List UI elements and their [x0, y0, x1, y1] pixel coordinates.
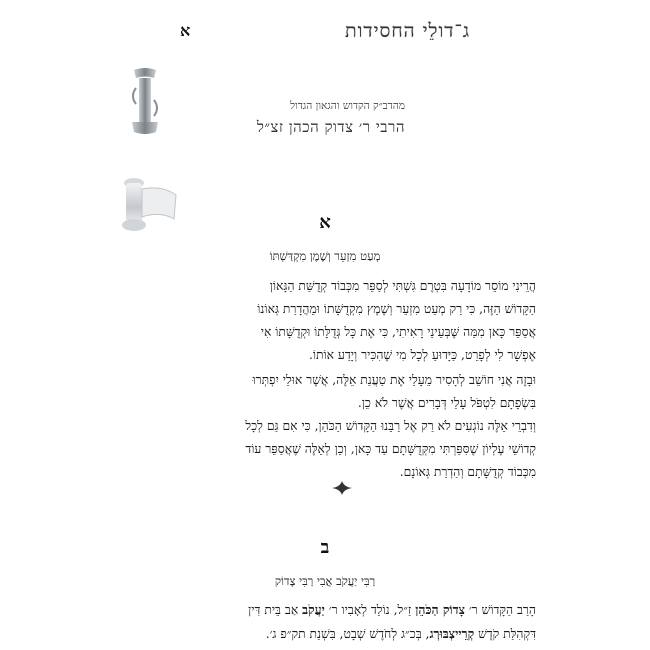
- section-title-2: רַבִּי יַעֲקֹב אֲבִי רַבִּי צָדוֹק: [274, 574, 376, 588]
- byline-subtitle: מהדב״ק הקדוש והגאון הגדול: [290, 100, 405, 112]
- paragraph-line: אֶפְשָׁר לִי לְפָרֵט, כַּיָּדוּעַ לְכָל מִי שֶׁהִכִּיר וְיָדַע אוֹתוֹ.: [308, 348, 536, 362]
- paragraph-line: וּבָזֶה אֲנִי חוֹשֵׁב לְהָסִיר מֵעָלַי אֶת טַעֲנַת אֵלֶּה, אֲשֶׁר אוּלַי יִפְתְּרוּ: [252, 373, 536, 387]
- paragraph-line: קְדוֹשֵׁי עֶלְיוֹן שֶׁסִּפַּרְתִּי מִקְּדֻשָּׁתָם עַד כָּאן, וְכֵן לְאֵלֶּה שֶׁאֲסַפֵּר עוֹד: [245, 442, 536, 456]
- city-name: קְרֵייצְבּוּרְג: [429, 626, 475, 641]
- paragraph-line: הֲרֵינִי מוֹסֵר מוֹדָעָה בִּטְרֶם גִּשְׁתִּי לְסַפֵּר מִכְּבוֹד קְדֻשַּׁת הַגָּאוֹן: [269, 279, 536, 293]
- paragraph-2: [152, 369, 536, 415]
- paragraph-line: וְדִבְרֵי אֵלֶּה נוֹגְעִים לֹא רַק אֶל רַבֵּנוּ הַקָּדוֹשׁ הַכֹּהֵן, כִּי אִם גַּם לְכָל: [245, 419, 536, 433]
- paragraph-4: [152, 598, 536, 646]
- text-run: זַ״ל, נוֹלַד לְאָבִיו ר׳: [324, 603, 416, 617]
- paragraph-line: [152, 598, 536, 622]
- section-letter-2: ב: [320, 537, 330, 558]
- decorative-column-icon: [128, 66, 162, 138]
- paragraph-line: בִּשְׂפָתָם לִטְפֹּל עָלַי דְּבָרִים אֲשֶׁר לֹא כֵן.: [357, 396, 536, 410]
- section-letter-1: א: [319, 212, 331, 233]
- paragraph-3: [152, 415, 536, 484]
- fleuron-icon: [330, 479, 354, 497]
- paragraph-1: [152, 275, 536, 367]
- byline-name: הרבי ר׳ צדוק הכהן זצ״ל: [256, 118, 405, 136]
- text-run: הָרַב הַקָּדוֹשׁ ר׳: [464, 603, 536, 617]
- paragraph-line: [152, 622, 536, 646]
- section-title-1: מְעַט מִזְעֵר וְשֶׁמֶן מִקְדַּשְׁתּוֹ: [269, 249, 381, 263]
- text-run: , בְּכ״ג לְחֹדֶשׁ שְׁבָט, בִּשְׁנַת תק״פ ג׳.: [265, 627, 430, 641]
- text-run: דִּקְהִלַּת קֹדֶשׁ: [474, 627, 536, 641]
- paragraph-line: אֲסַפֵּר כָּאן מִמַּה שֶּׁבְּעֵינַי רָאִיתִי, כִּי אֶת כָּל גְּדֻלָּתוֹ וּקְדֻשָּׁתוֹ אִי: [260, 325, 536, 339]
- page-number-letter: א: [180, 21, 191, 40]
- paragraph-line: מִכְּבוֹד קְדֻשָּׁתָם וְהַדְרַת גְּאוֹנָם.: [399, 465, 536, 479]
- person-name: צָדוֹק הַכֹּהֵן: [415, 602, 465, 617]
- person-name: יַעֲקֹב: [302, 602, 325, 617]
- page-header: [180, 14, 470, 48]
- paragraph-line: הַקָּדוֹשׁ הַזֶּה, כִּי רַק מְעַט מִזְעֵר וְשֶׁמֶץ מִקְדֻשָּׁתוֹ וּמֵהֲדָרַת גְּאוֹנוֹ: [257, 302, 536, 316]
- running-title: ג־דולֵי החסידות: [344, 19, 470, 42]
- text-run: אַב בֵּית דִּין: [248, 603, 303, 617]
